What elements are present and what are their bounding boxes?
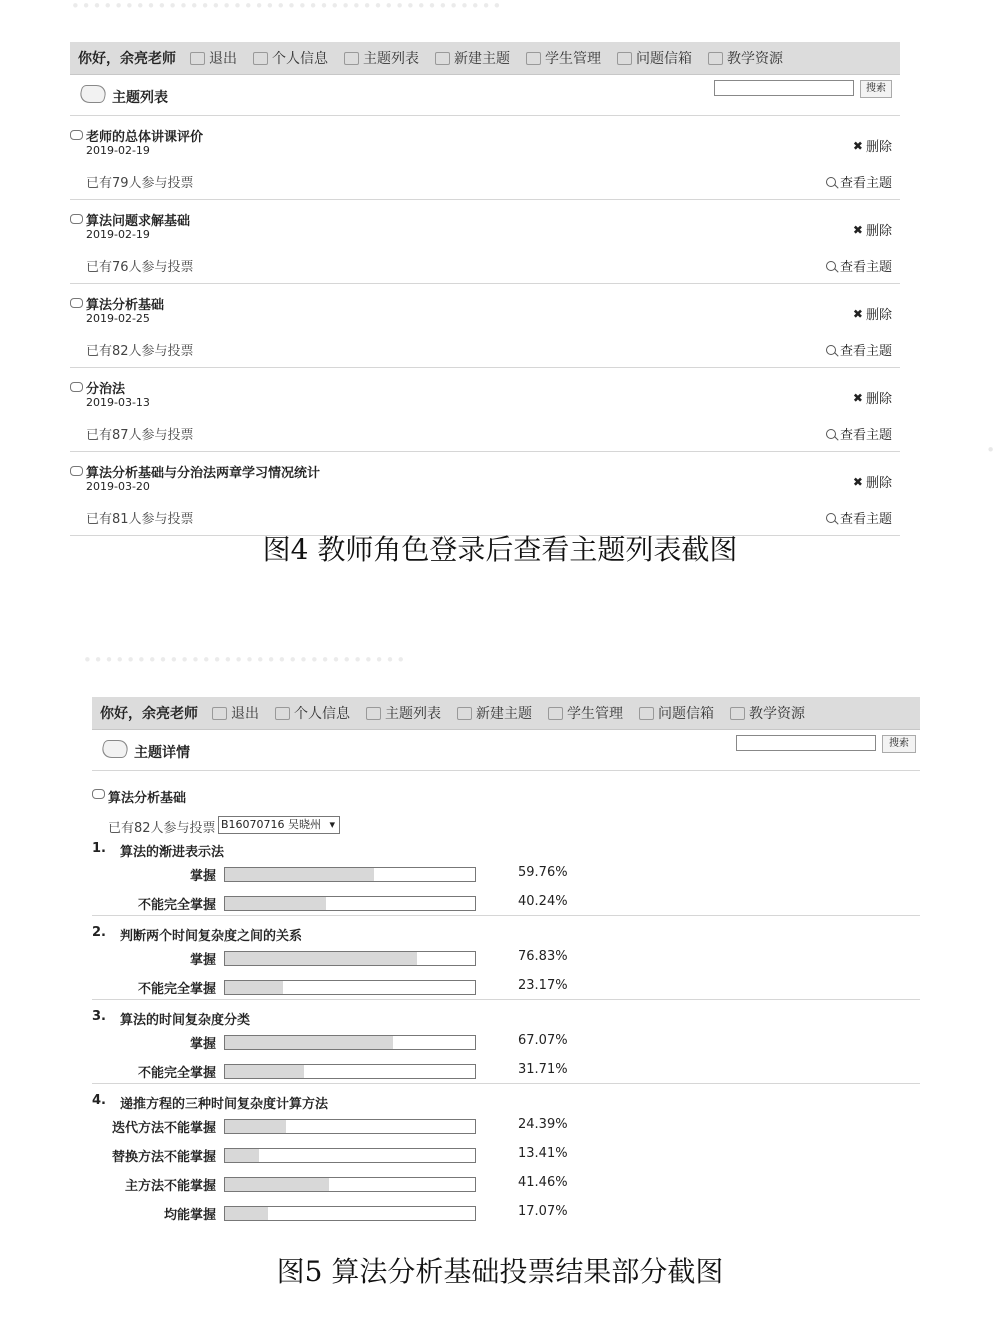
nav-topic-list[interactable]: 主题列表 [344, 48, 419, 68]
nav-new-topic[interactable]: 新建主题 [435, 48, 510, 68]
result-bar-fill [225, 1065, 304, 1078]
question-title: 递推方程的三种时间复杂度计算方法 [120, 1097, 329, 1112]
delete-icon: ✖ [852, 390, 863, 405]
result-bar-fill [225, 897, 326, 910]
nav-students[interactable]: 学生管理 [526, 48, 601, 68]
vote-count: 已有79人参与投票 [86, 176, 194, 191]
result-bar-fill [225, 952, 417, 965]
divider [92, 1083, 920, 1084]
topic-name[interactable]: 算法分析基础 [86, 298, 165, 313]
option-label: 主方法不能掌握 [124, 1179, 216, 1194]
topic-list [70, 116, 900, 536]
participant-count: 已有82人参与投票 [108, 821, 216, 836]
topic-name[interactable]: 算法问题求解基础 [86, 214, 191, 229]
result-bar [224, 1206, 476, 1221]
search-icon [826, 177, 836, 187]
question-title: 算法的时间复杂度分类 [120, 1013, 251, 1028]
nav-mailbox[interactable]: 问题信箱 [639, 703, 714, 723]
result-bar [224, 1177, 476, 1192]
result-percent: 23.17% [518, 978, 568, 993]
result-bar-fill [225, 1120, 286, 1133]
result-bar [224, 980, 476, 995]
figure-caption: 图4 教师角色登录后查看主题列表截图 [262, 533, 738, 566]
question-number: 3. [92, 1009, 106, 1024]
result-bar-fill [225, 1178, 329, 1191]
result-percent: 31.71% [518, 1062, 568, 1077]
students-icon [548, 707, 563, 720]
delete-icon: ✖ [852, 306, 863, 321]
nav-logout[interactable]: 退出 [212, 703, 259, 723]
result-percent: 40.24% [518, 894, 568, 909]
result-bar [224, 1064, 476, 1079]
greeting: 你好，余亮老师 [78, 51, 176, 67]
greeting: 你好，余亮老师 [100, 706, 198, 722]
mail-icon [617, 52, 632, 65]
question-title: 算法的渐进表示法 [120, 845, 225, 860]
comment-icon [70, 466, 83, 476]
vote-count: 已有81人参与投票 [86, 512, 194, 527]
option-label: 均能掌握 [163, 1208, 216, 1223]
result-percent: 59.76% [518, 865, 568, 880]
result-bar [224, 867, 476, 882]
section-header [70, 75, 900, 116]
delete-button[interactable]: ✖ 删除 [852, 222, 892, 239]
divider [92, 999, 920, 1000]
option-label: 掌握 [189, 869, 216, 884]
question-number: 4. [92, 1093, 106, 1108]
topic-list-screenshot [70, 42, 900, 536]
book-icon [78, 85, 109, 103]
section-title: 主题列表 [112, 90, 168, 106]
vote-count: 已有87人参与投票 [86, 428, 194, 443]
view-topic-button[interactable]: 查看主题 [826, 340, 892, 359]
result-percent: 67.07% [518, 1033, 568, 1048]
comment-icon [70, 382, 83, 392]
plus-icon [435, 52, 450, 65]
result-percent: 76.83% [518, 949, 568, 964]
search-icon [826, 345, 836, 355]
option-label: 掌握 [189, 953, 216, 968]
plus-icon [457, 707, 472, 720]
section-header [92, 730, 920, 771]
delete-icon: ✖ [852, 138, 863, 153]
nav-resources[interactable]: 教学资源 [730, 703, 805, 723]
user-icon [275, 707, 290, 720]
result-bar-fill [225, 981, 283, 994]
view-topic-button[interactable]: 查看主题 [826, 424, 892, 443]
student-select[interactable]: B16070716 吴晓州 ▾ [218, 816, 340, 834]
question-title: 判断两个时间复杂度之间的关系 [120, 929, 303, 944]
search-button[interactable]: 搜索 [882, 735, 916, 753]
delete-icon: ✖ [852, 222, 863, 237]
vote-count: 已有82人参与投票 [86, 344, 194, 359]
nav-resources[interactable]: 教学资源 [708, 48, 783, 68]
faded-margin-text: · [985, 430, 996, 470]
result-percent: 24.39% [518, 1117, 568, 1132]
result-bar [224, 1119, 476, 1134]
search-input[interactable] [714, 80, 854, 96]
students-icon [526, 52, 541, 65]
topic-date: 2019-02-19 [86, 144, 150, 157]
logout-icon [212, 707, 227, 720]
search-icon [826, 513, 836, 523]
topic-row [70, 368, 900, 452]
topic-name[interactable]: 老师的总体讲课评价 [86, 130, 204, 145]
nav-bar [70, 42, 900, 75]
topic-detail-screenshot [92, 697, 920, 1237]
topic-date: 2019-03-13 [86, 396, 150, 409]
figure-caption: 图5 算法分析基础投票结果部分截图 [276, 1255, 724, 1288]
delete-icon: ✖ [852, 474, 863, 489]
chevron-down-icon: ▾ [329, 818, 335, 831]
result-percent: 41.46% [518, 1175, 568, 1190]
delete-button[interactable]: ✖ 删除 [852, 390, 892, 407]
search-button[interactable]: 搜索 [860, 80, 892, 98]
topic-name[interactable]: 算法分析基础与分治法两章学习情况统计 [86, 466, 321, 481]
option-label: 不能完全掌握 [137, 898, 216, 913]
nav-students[interactable]: 学生管理 [548, 703, 623, 723]
result-bar-fill [225, 1036, 393, 1049]
search-icon [826, 429, 836, 439]
option-label: 不能完全掌握 [137, 1066, 216, 1081]
comment-icon [70, 130, 83, 140]
topic-row [70, 452, 900, 536]
divider [92, 915, 920, 916]
logout-icon [190, 52, 205, 65]
nav-logout[interactable]: 退出 [190, 48, 237, 68]
view-topic-button[interactable]: 查看主题 [826, 172, 892, 191]
result-bar-fill [225, 1207, 268, 1220]
search-input[interactable] [736, 735, 876, 751]
topic-date: 2019-03-20 [86, 480, 150, 493]
result-bar [224, 1148, 476, 1163]
result-percent: 17.07% [518, 1204, 568, 1219]
result-percent: 13.41% [518, 1146, 568, 1161]
option-label: 迭代方法不能掌握 [111, 1121, 216, 1136]
nav-profile[interactable]: 个人信息 [253, 48, 328, 68]
resources-icon [730, 707, 745, 720]
delete-button[interactable]: ✖ 删除 [852, 306, 892, 323]
vote-count: 已有76人参与投票 [86, 260, 194, 275]
faded-bg-text: ······························ [82, 640, 407, 680]
option-label: 掌握 [189, 1037, 216, 1052]
topic-name: 算法分析基础 [108, 791, 187, 806]
search-icon [826, 261, 836, 271]
mail-icon [639, 707, 654, 720]
list-icon [344, 52, 359, 65]
option-label: 不能完全掌握 [137, 982, 216, 997]
topic-date: 2019-02-19 [86, 228, 150, 241]
comment-icon [70, 214, 83, 224]
topic-name[interactable]: 分治法 [86, 382, 126, 397]
result-bar-fill [225, 1149, 259, 1162]
topic-row [70, 116, 900, 200]
nav-mailbox[interactable]: 问题信箱 [617, 48, 692, 68]
delete-button[interactable]: ✖ 删除 [852, 138, 892, 155]
view-topic-button[interactable]: 查看主题 [826, 256, 892, 275]
nav-bar [92, 697, 920, 730]
book-icon [100, 740, 131, 758]
result-bar [224, 1035, 476, 1050]
section-title: 主题详情 [134, 745, 190, 761]
delete-button[interactable]: ✖ 删除 [852, 474, 892, 491]
user-icon [253, 52, 268, 65]
view-topic-button[interactable]: 查看主题 [826, 508, 892, 527]
question-number: 2. [92, 925, 106, 940]
topic-row [70, 200, 900, 284]
option-label: 替换方法不能掌握 [111, 1150, 216, 1165]
nav-topic-list[interactable]: 主题列表 [366, 703, 441, 723]
comment-icon [92, 789, 105, 799]
comment-icon [70, 298, 83, 308]
resources-icon [708, 52, 723, 65]
result-bar [224, 951, 476, 966]
question-number: 1. [92, 841, 106, 856]
topic-date: 2019-02-25 [86, 312, 150, 325]
topic-row [70, 284, 900, 368]
nav-profile[interactable]: 个人信息 [275, 703, 350, 723]
result-bar-fill [225, 868, 374, 881]
list-icon [366, 707, 381, 720]
result-bar [224, 896, 476, 911]
faded-bg-text: ········································ [70, 0, 503, 26]
nav-new-topic[interactable]: 新建主题 [457, 703, 532, 723]
